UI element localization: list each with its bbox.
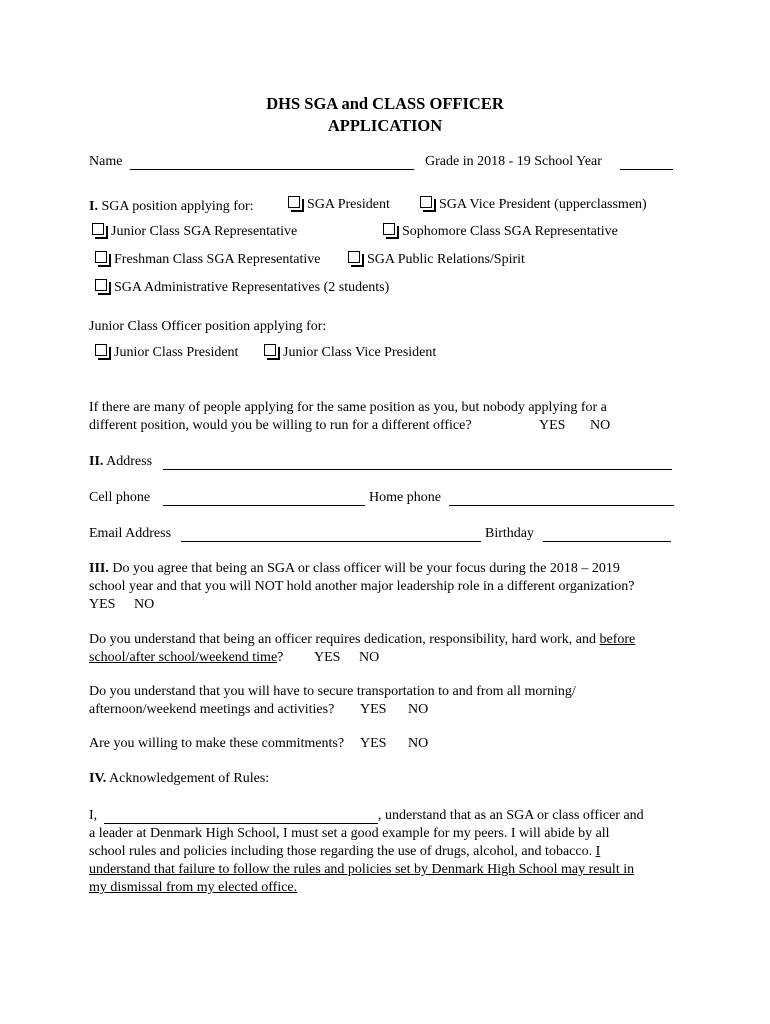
checkbox-icon[interactable]: [348, 251, 362, 265]
ack-line2: a leader at Denmark High School, I must set a good example for my peers. I will abide by all: [89, 826, 610, 841]
ack-line1-start: I,: [89, 808, 98, 823]
birthday-field[interactable]: [543, 541, 671, 542]
section-1-heading: I. SGA position applying for:: [89, 199, 254, 214]
address-field[interactable]: [163, 469, 672, 470]
checkbox-icon[interactable]: [95, 251, 109, 265]
checkbox-icon[interactable]: [264, 344, 278, 358]
cell-phone-label: Cell phone: [89, 490, 151, 505]
form-title-line1: DHS SGA and CLASS OFFICER: [266, 94, 504, 113]
q4-question: Are you willing to make these commitments?: [89, 736, 345, 751]
name-field[interactable]: [130, 169, 414, 170]
option-sga-public-relations[interactable]: SGA Public Relations/Spirit: [348, 251, 525, 269]
q2-line1: Do you understand that being an officer requires dedication, responsibility, hard work, and before: [89, 632, 636, 647]
email-label: Email Address: [89, 526, 172, 541]
willing-yes-option[interactable]: YES: [539, 418, 566, 433]
willing-question-line2: different position, would you be willing to run for a different office?: [89, 418, 472, 433]
option-freshman-sga-rep[interactable]: Freshman Class SGA Representative: [95, 251, 320, 269]
home-phone-field[interactable]: [449, 505, 674, 506]
q2-yes-option[interactable]: YES: [314, 650, 341, 665]
q1-line1: III. Do you agree that being an SGA or class officer will be your focus during the 2018 – 2019: [89, 561, 620, 576]
email-field[interactable]: [181, 541, 481, 542]
q1-line2: school year and that you will NOT hold another major leadership role in a different organization?: [89, 579, 635, 594]
ack-line3: school rules and policies including those regarding the use of drugs, alcohol, and tobacco. I: [89, 844, 601, 859]
option-sga-admin-reps[interactable]: SGA Administrative Representatives (2 students): [95, 279, 389, 297]
ack-line1-end: , understand that as an SGA or class officer and: [378, 808, 644, 823]
ack-name-field[interactable]: [104, 823, 378, 824]
home-phone-label: Home phone: [369, 490, 441, 505]
ack-line4: understand that failure to follow the rules and policies set by Denmark High School may result in: [89, 862, 635, 877]
q3-line1: Do you understand that you will have to secure transportation to and from all morning/: [89, 684, 576, 699]
q2-no-option[interactable]: NO: [359, 650, 380, 665]
junior-officer-label: Junior Class Officer position applying for:: [89, 319, 327, 334]
option-sga-vice-president[interactable]: SGA Vice President (upperclassmen): [420, 196, 647, 214]
section-4-heading: IV. Acknowledgement of Rules:: [89, 771, 270, 786]
checkbox-icon[interactable]: [288, 196, 302, 210]
checkbox-icon[interactable]: [95, 279, 109, 293]
grade-label: Grade in 2018 - 19 School Year: [425, 154, 602, 169]
option-junior-sga-rep[interactable]: Junior Class SGA Representative: [92, 223, 297, 241]
ack-line5: my dismissal from my elected office.: [89, 880, 298, 895]
name-label: Name: [89, 154, 123, 169]
q3-no-option[interactable]: NO: [408, 702, 429, 717]
checkbox-icon[interactable]: [420, 196, 434, 210]
address-label: II. Address: [89, 454, 153, 469]
q4-yes-option[interactable]: YES: [360, 736, 387, 751]
grade-field[interactable]: [620, 169, 673, 170]
birthday-label: Birthday: [485, 526, 534, 541]
willing-question-line1: If there are many of people applying for the same position as you, but nobody applying for a: [89, 400, 607, 415]
option-junior-vice-president[interactable]: Junior Class Vice President: [264, 344, 436, 362]
q1-yes-option[interactable]: YES: [89, 597, 116, 612]
q3-yes-option[interactable]: YES: [360, 702, 387, 717]
q2-line2: school/after school/weekend time?: [89, 650, 284, 665]
q4-no-option[interactable]: NO: [408, 736, 429, 751]
form-title-line2: APPLICATION: [327, 116, 443, 135]
checkbox-icon[interactable]: [95, 344, 109, 358]
q3-line2: afternoon/weekend meetings and activities?: [89, 702, 335, 717]
checkbox-icon[interactable]: [92, 223, 106, 237]
cell-phone-field[interactable]: [163, 505, 365, 506]
willing-no-option[interactable]: NO: [590, 418, 611, 433]
checkbox-icon[interactable]: [383, 223, 397, 237]
option-sophomore-sga-rep[interactable]: Sophomore Class SGA Representative: [383, 223, 618, 241]
q1-no-option[interactable]: NO: [134, 597, 155, 612]
option-junior-president[interactable]: Junior Class President: [95, 344, 238, 362]
option-sga-president[interactable]: SGA President: [288, 196, 390, 214]
